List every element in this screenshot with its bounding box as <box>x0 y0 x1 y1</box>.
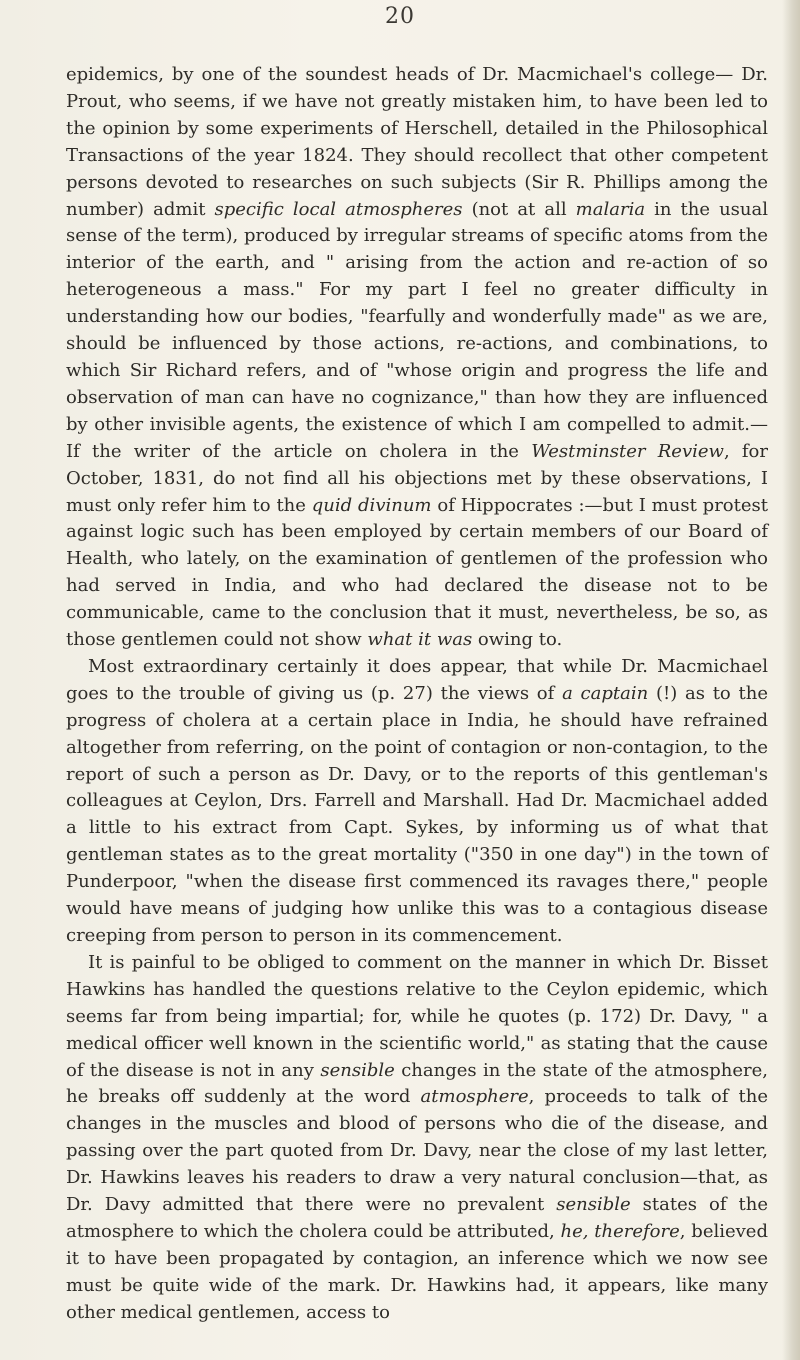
italic-text-run: Westminster Review <box>531 440 724 462</box>
body-text <box>66 62 768 1327</box>
italic-text-run: what it was <box>367 629 473 651</box>
text-run: It is painful to be obliged to comment on the manner in which Dr. Bisset Hawkins has handled the questions relative to the Ceylon epidemic, which seems far from being impartial; for, while he quotes (p. 172) Dr. Davy, " a medical officer well known in the scientific world," as stating that the cause of the disease is not in any <box>66 951 768 1081</box>
paragraph-epidemics <box>66 62 768 654</box>
italic-text-run: he, therefore <box>560 1220 680 1242</box>
page-number: 20 <box>385 4 415 29</box>
text-run: , for October, 1831, do not find all his objections met by these observations, I must only refer him to the <box>66 440 768 516</box>
page-edge-shadow <box>782 0 800 1360</box>
text-run: of Hippocrates :—but I must protest against logic such has been employed by certain members of our Board of Health, who lately, on the examination of gentlemen of the profession who had served in India, and who had declared the disease not to be communicable, came to the conclusion that it must, nevertheless, be so, as those gentlemen could not show <box>66 494 768 651</box>
italic-text-run: a captain <box>562 682 649 704</box>
italic-text-run: specific local atmospheres <box>214 198 463 220</box>
paragraph-hawkins <box>66 950 768 1327</box>
text-run: owing to. <box>472 629 563 651</box>
text-run: Most extraordinary certainly it does appear, that while Dr. Macmichael goes to the trouble of giving us (p. 27) the views of <box>66 655 768 704</box>
italic-text-run: sensible <box>320 1059 395 1081</box>
text-run: in the usual sense of the term), produced by irregular streams of specific atoms from the interior of the earth, and " arising from the action and re-action of so heterogeneous a mass." For my part I feel no greater difficulty in understanding how our bodies, "fearfully and wonderfully made" as we are, should be influenced by those actions, re-actions, and combinations, to which Sir Richard refers, and of "whose origin and progress the life and observation of man can have no cognizance," than how they are influenced by other invisible agents, the existence of which I am compelled to admit.—If the writer of the article on cholera in the <box>66 198 768 462</box>
italic-text-run: quid divinum <box>311 494 432 516</box>
text-run: states of the atmosphere to which the cholera could be attributed, <box>66 1194 768 1242</box>
italic-text-run: malaria <box>575 198 646 220</box>
paragraph-macmichael <box>66 654 768 950</box>
text-run: , proceeds to talk of the changes in the muscles and blood of persons who die of the disease, and passing over the part quoted from Dr. Davy, near the close of my last letter, Dr. Hawkins leaves his readers to draw a very natural conclusion—that, as Dr. Davy admitted that there were no prevalent <box>66 1086 768 1216</box>
italic-text-run: atmosphere <box>420 1086 529 1108</box>
text-run: epidemics, by one of the soundest heads of Dr. Macmichael's college— Dr. Prout, who seems, if we have not greatly mistaken him, to have been led to the opinion by some experiments of Herschell, detailed in the Philosophical Transactions of the year 1824. They should recollect that other competent persons devoted to researches on such subjects (Sir R. Phillips among the number) admit <box>66 64 768 220</box>
text-run: , believed it to have been propagated by contagion, an inference which we now see must be quite wide of the mark. Dr. Hawkins had, it appears, like many other medical gentlemen, access to <box>66 1220 768 1323</box>
text-run: changes in the state of the atmosphere, he breaks off suddenly at the word <box>66 1059 768 1108</box>
italic-text-run: sensible <box>556 1194 631 1216</box>
text-run: (not at all <box>462 198 576 220</box>
text-run: (!) as to the progress of cholera at a certain place in India, he should have refrained altogether from referring, on the point of contagion or non-contagion, to the report of such a person as Dr. Davy, or to the reports of this gentleman's colleagues at Ceylon, Drs. Farrell and Marshall. Had Dr. Macmichael added a little to his extract from Capt. Sykes, by informing us of what that gentleman states as to the great mortality ("350 in one day") in the town of Punderpoor, "when the disease first commenced its ravages there," people would have means of judging how unlike this was to a contagious disease creeping from person to person in its commencement. <box>66 682 769 946</box>
